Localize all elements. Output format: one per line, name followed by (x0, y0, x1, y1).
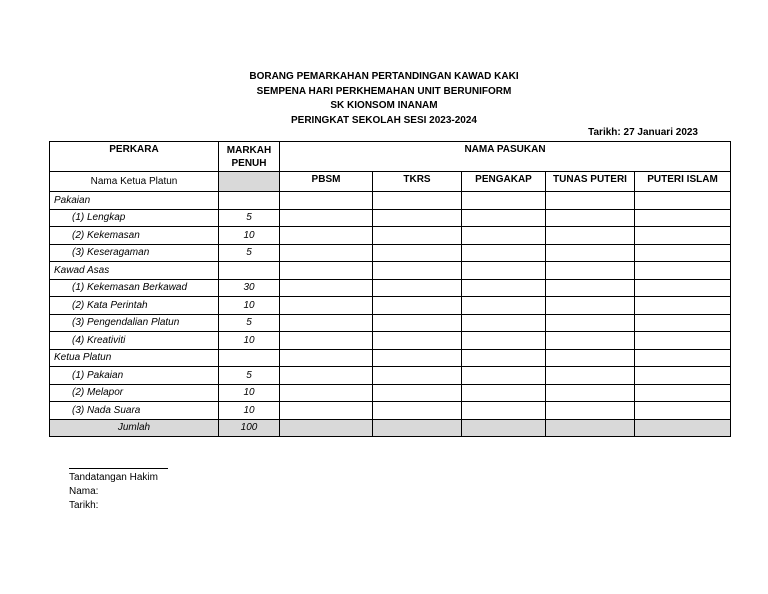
full-mark: 5 (219, 209, 280, 227)
title-line-4: PERINGKAT SEKOLAH SESI 2023-2024 (291, 114, 477, 126)
criteria-row (50, 402, 731, 420)
criteria-row (50, 297, 731, 315)
team-header: TKRS (373, 172, 462, 192)
score-cell[interactable] (635, 384, 731, 402)
criteria-row (50, 349, 731, 367)
score-cell[interactable] (546, 262, 635, 280)
score-cell[interactable] (280, 314, 373, 332)
full-mark (219, 349, 280, 367)
full-mark: 10 (219, 227, 280, 245)
score-cell[interactable] (635, 419, 731, 437)
score-cell[interactable] (635, 244, 731, 262)
score-cell[interactable] (635, 192, 731, 210)
score-cell[interactable] (373, 279, 462, 297)
score-cell[interactable] (635, 402, 731, 420)
score-cell[interactable] (280, 209, 373, 227)
criteria-label: (3) Pengendalian Platun (50, 314, 219, 332)
score-cell[interactable] (462, 349, 546, 367)
criteria-rows (50, 192, 731, 420)
score-cell[interactable] (373, 402, 462, 420)
signature-label: Tandatangan Hakim (69, 472, 158, 483)
category-label: Ketua Platun (50, 349, 219, 367)
scoring-table (49, 141, 731, 437)
score-cell[interactable] (462, 297, 546, 315)
score-cell[interactable] (635, 209, 731, 227)
score-cell[interactable] (635, 262, 731, 280)
score-cell[interactable] (462, 367, 546, 385)
score-cell[interactable] (373, 367, 462, 385)
team-header: PUTERI ISLAM (635, 172, 731, 192)
score-cell[interactable] (373, 314, 462, 332)
score-cell[interactable] (280, 367, 373, 385)
total-label: Jumlah (50, 419, 219, 437)
signature-line[interactable] (69, 458, 168, 469)
score-cell[interactable] (546, 332, 635, 350)
category-label: Pakaian (50, 192, 219, 210)
criteria-row (50, 209, 731, 227)
score-cell[interactable] (546, 244, 635, 262)
score-cell[interactable] (546, 367, 635, 385)
score-cell[interactable] (280, 227, 373, 245)
full-mark: 10 (219, 384, 280, 402)
full-mark (219, 192, 280, 210)
full-mark: 5 (219, 244, 280, 262)
criteria-label: (1) Kekemasan Berkawad (50, 279, 219, 297)
score-cell[interactable] (280, 419, 373, 437)
score-cell[interactable] (546, 227, 635, 245)
score-cell[interactable] (546, 314, 635, 332)
score-cell[interactable] (546, 279, 635, 297)
criteria-row (50, 244, 731, 262)
judge-name-label: Nama: (69, 486, 99, 497)
score-cell[interactable] (462, 384, 546, 402)
score-cell[interactable] (280, 262, 373, 280)
criteria-label: (4) Kreativiti (50, 332, 219, 350)
score-cell[interactable] (280, 297, 373, 315)
score-cell[interactable] (635, 367, 731, 385)
score-cell[interactable] (462, 332, 546, 350)
criteria-label: (1) Pakaian (50, 367, 219, 385)
score-cell[interactable] (462, 262, 546, 280)
score-cell[interactable] (635, 314, 731, 332)
criteria-row (50, 332, 731, 350)
score-cell[interactable] (280, 244, 373, 262)
form-title (0, 70, 768, 128)
full-mark (219, 262, 280, 280)
criteria-row (50, 384, 731, 402)
full-mark: 10 (219, 297, 280, 315)
judge-date-label: Tarikh: (69, 500, 99, 511)
score-cell[interactable] (280, 192, 373, 210)
full-mark: 10 (219, 332, 280, 350)
score-cell[interactable] (546, 419, 635, 437)
score-cell[interactable] (280, 279, 373, 297)
criteria-label: (2) Kekemasan (50, 227, 219, 245)
score-cell[interactable] (373, 209, 462, 227)
category-label: Kawad Asas (50, 262, 219, 280)
full-mark: 5 (219, 367, 280, 385)
title-line-3: SK KIONSOM INANAM (330, 100, 438, 111)
score-cell[interactable] (462, 402, 546, 420)
score-cell[interactable] (373, 419, 462, 437)
score-cell[interactable] (373, 192, 462, 210)
header-perkara: PERKARA (50, 142, 219, 172)
score-cell[interactable] (462, 419, 546, 437)
criteria-row (50, 227, 731, 245)
criteria-label: (2) Kata Perintah (50, 297, 219, 315)
score-cell[interactable] (546, 209, 635, 227)
criteria-row (50, 367, 731, 385)
score-cell[interactable] (462, 209, 546, 227)
score-cell[interactable] (280, 349, 373, 367)
score-cell[interactable] (462, 192, 546, 210)
criteria-row (50, 192, 731, 210)
score-cell[interactable] (373, 244, 462, 262)
score-cell[interactable] (635, 227, 731, 245)
title-line-1: BORANG PEMARKAHAN PERTANDINGAN KAWAD KAKI (249, 71, 519, 82)
score-cell[interactable] (373, 384, 462, 402)
score-cell[interactable] (462, 279, 546, 297)
title-line-2: SEMPENA HARI PERKHEMAHAN UNIT BERUNIFORM (256, 85, 512, 97)
full-mark: 5 (219, 314, 280, 332)
score-cell[interactable] (373, 297, 462, 315)
criteria-label: (3) Keseragaman (50, 244, 219, 262)
criteria-label: (2) Melapor (50, 384, 219, 402)
score-cell[interactable] (546, 384, 635, 402)
header-markah-penuh: MARKAH PENUH (219, 142, 280, 172)
score-cell[interactable] (280, 332, 373, 350)
score-cell[interactable] (280, 402, 373, 420)
score-cell[interactable] (462, 314, 546, 332)
score-cell[interactable] (635, 279, 731, 297)
score-cell[interactable] (462, 227, 546, 245)
total-row (50, 419, 731, 437)
score-cell[interactable] (635, 332, 731, 350)
team-header: PENGAKAP (462, 172, 546, 192)
score-cell[interactable] (373, 262, 462, 280)
criteria-label: (3) Nada Suara (50, 402, 219, 420)
markah-grey-cell (219, 172, 280, 192)
score-cell[interactable] (462, 244, 546, 262)
full-mark: 30 (219, 279, 280, 297)
form-date: Tarikh: 27 Januari 2023 (588, 127, 698, 138)
team-header: PBSM (280, 172, 373, 192)
team-header: TUNAS PUTERI (546, 172, 635, 192)
score-cell[interactable] (373, 227, 462, 245)
full-mark: 10 (219, 402, 280, 420)
criteria-label: (1) Lengkap (50, 209, 219, 227)
criteria-row (50, 279, 731, 297)
header-nama-pasukan: NAMA PASUKAN (280, 142, 731, 172)
score-cell[interactable] (373, 332, 462, 350)
score-cell[interactable] (546, 297, 635, 315)
criteria-row (50, 262, 731, 280)
total-mark: 100 (219, 419, 280, 437)
score-cell[interactable] (546, 192, 635, 210)
signature-block (69, 458, 168, 513)
score-cell[interactable] (635, 297, 731, 315)
score-cell[interactable] (546, 349, 635, 367)
score-cell[interactable] (546, 402, 635, 420)
criteria-row (50, 314, 731, 332)
score-cell[interactable] (373, 349, 462, 367)
score-cell[interactable] (635, 349, 731, 367)
leader-name-label: Nama Ketua Platun (50, 172, 219, 192)
score-cell[interactable] (280, 384, 373, 402)
